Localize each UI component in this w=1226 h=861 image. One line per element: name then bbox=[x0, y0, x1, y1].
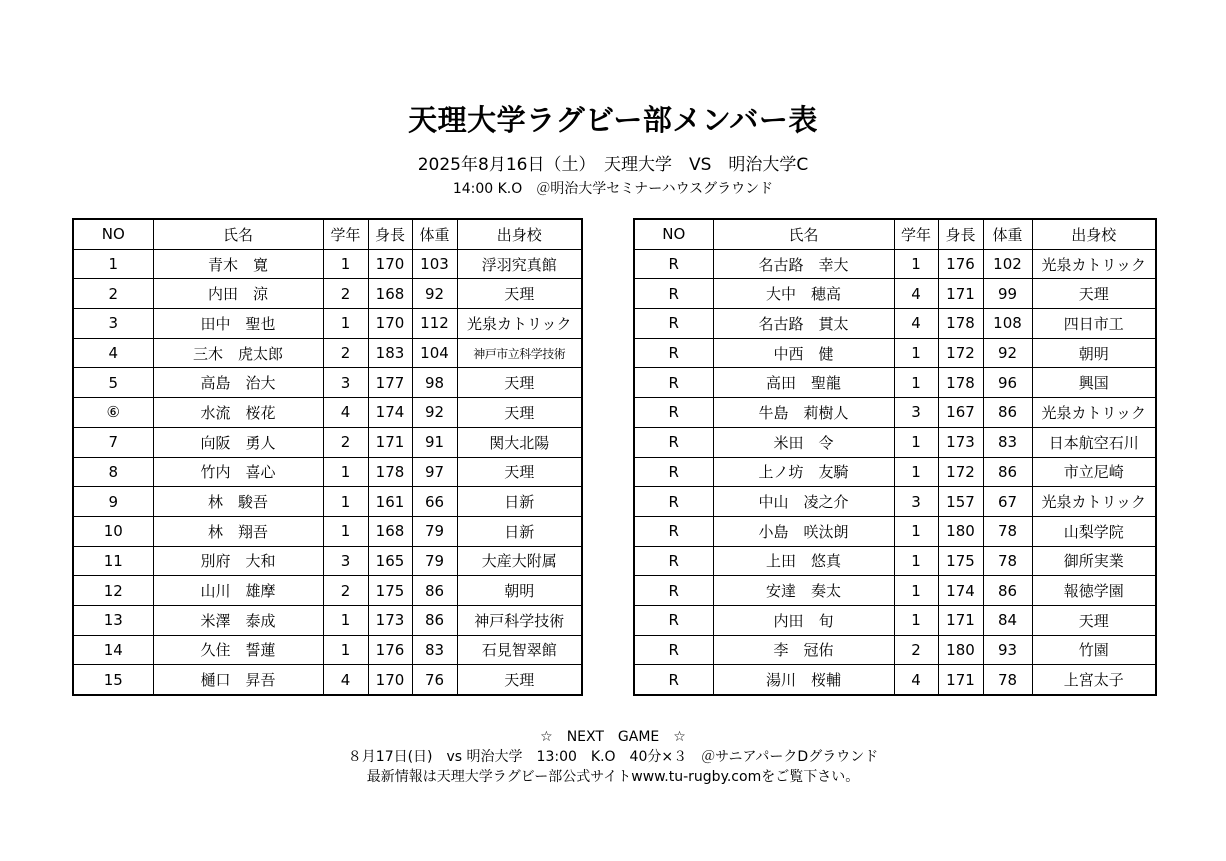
player-school: 御所実業 bbox=[1032, 546, 1156, 576]
table-row bbox=[73, 635, 582, 665]
player-year: 1 bbox=[323, 249, 368, 279]
player-weight: 84 bbox=[983, 605, 1032, 635]
player-name: 名古路 貫太 bbox=[713, 309, 894, 339]
player-year: 3 bbox=[894, 398, 938, 428]
player-no: R bbox=[634, 338, 713, 368]
player-name: 林 駿吾 bbox=[153, 487, 323, 517]
player-weight: 79 bbox=[412, 516, 457, 546]
player-name: 米澤 泰成 bbox=[153, 605, 323, 635]
table-row bbox=[73, 368, 582, 398]
col-header-year: 学年 bbox=[894, 219, 938, 249]
player-name: 高田 聖龍 bbox=[713, 368, 894, 398]
player-no: 12 bbox=[73, 576, 153, 606]
player-name: 久住 誓蓮 bbox=[153, 635, 323, 665]
player-year: 2 bbox=[323, 279, 368, 309]
table-row bbox=[73, 279, 582, 309]
player-weight: 102 bbox=[983, 249, 1032, 279]
col-header-year: 学年 bbox=[323, 219, 368, 249]
player-height: 168 bbox=[368, 516, 412, 546]
player-no: 7 bbox=[73, 427, 153, 457]
player-no: R bbox=[634, 398, 713, 428]
player-height: 178 bbox=[368, 457, 412, 487]
player-no: 14 bbox=[73, 635, 153, 665]
player-year: 1 bbox=[894, 249, 938, 279]
player-year: 1 bbox=[323, 457, 368, 487]
player-name: 上ノ坊 友騎 bbox=[713, 457, 894, 487]
player-school: 日新 bbox=[457, 516, 582, 546]
player-year: 4 bbox=[894, 279, 938, 309]
player-no: R bbox=[634, 427, 713, 457]
table-row bbox=[73, 516, 582, 546]
table-row bbox=[73, 576, 582, 606]
player-year: 1 bbox=[323, 635, 368, 665]
table-row bbox=[73, 398, 582, 428]
player-name: 高島 治大 bbox=[153, 368, 323, 398]
player-year: 4 bbox=[323, 398, 368, 428]
player-year: 2 bbox=[323, 576, 368, 606]
player-year: 1 bbox=[894, 605, 938, 635]
player-weight: 98 bbox=[412, 368, 457, 398]
player-weight: 92 bbox=[412, 279, 457, 309]
player-no: 2 bbox=[73, 279, 153, 309]
table-row bbox=[73, 487, 582, 517]
table-header-row bbox=[73, 219, 582, 249]
player-school: 神戸科学技術 bbox=[457, 605, 582, 635]
player-school: 報徳学園 bbox=[1032, 576, 1156, 606]
player-school: 大産大附属 bbox=[457, 546, 582, 576]
player-weight: 86 bbox=[983, 457, 1032, 487]
player-school: 天理 bbox=[457, 665, 582, 695]
player-weight: 76 bbox=[412, 665, 457, 695]
reserves-body bbox=[634, 249, 1156, 695]
player-year: 4 bbox=[894, 309, 938, 339]
player-height: 170 bbox=[368, 249, 412, 279]
player-no: R bbox=[634, 487, 713, 517]
player-school: 天理 bbox=[1032, 279, 1156, 309]
player-school: 光泉カトリック bbox=[1032, 398, 1156, 428]
player-school: 竹園 bbox=[1032, 635, 1156, 665]
player-height: 171 bbox=[938, 605, 983, 635]
player-no: R bbox=[634, 546, 713, 576]
player-name: 樋口 昇吾 bbox=[153, 665, 323, 695]
player-height: 172 bbox=[938, 338, 983, 368]
player-height: 183 bbox=[368, 338, 412, 368]
player-no: 5 bbox=[73, 368, 153, 398]
col-header-no: NO bbox=[634, 219, 713, 249]
player-height: 175 bbox=[368, 576, 412, 606]
player-weight: 78 bbox=[983, 516, 1032, 546]
col-header-weight: 体重 bbox=[412, 219, 457, 249]
table-row bbox=[634, 605, 1156, 635]
player-height: 180 bbox=[938, 635, 983, 665]
player-height: 174 bbox=[938, 576, 983, 606]
reserves-table bbox=[633, 218, 1157, 696]
table-row bbox=[73, 546, 582, 576]
player-no: 11 bbox=[73, 546, 153, 576]
player-year: 2 bbox=[323, 427, 368, 457]
player-year: 1 bbox=[323, 309, 368, 339]
player-year: 4 bbox=[323, 665, 368, 695]
player-height: 171 bbox=[368, 427, 412, 457]
player-year: 1 bbox=[894, 546, 938, 576]
player-weight: 66 bbox=[412, 487, 457, 517]
table-row bbox=[73, 457, 582, 487]
player-name: 米田 令 bbox=[713, 427, 894, 457]
table-row bbox=[634, 665, 1156, 695]
player-no: R bbox=[634, 665, 713, 695]
player-school: 石見智翠館 bbox=[457, 635, 582, 665]
table-row bbox=[73, 249, 582, 279]
player-year: 1 bbox=[894, 576, 938, 606]
website-info: 最新情報は天理大学ラグビー部公式サイトwww.tu-rugby.comをご覧下さい。 bbox=[366, 769, 860, 785]
player-school: 四日市工 bbox=[1032, 309, 1156, 339]
player-no: 10 bbox=[73, 516, 153, 546]
player-name: 水流 桜花 bbox=[153, 398, 323, 428]
player-year: 2 bbox=[894, 635, 938, 665]
player-school: 天理 bbox=[1032, 605, 1156, 635]
player-name: 山川 雄摩 bbox=[153, 576, 323, 606]
player-school: 天理 bbox=[457, 457, 582, 487]
player-weight: 91 bbox=[412, 427, 457, 457]
player-year: 1 bbox=[323, 516, 368, 546]
player-weight: 112 bbox=[412, 309, 457, 339]
player-year: 3 bbox=[323, 368, 368, 398]
player-height: 170 bbox=[368, 309, 412, 339]
player-no: 3 bbox=[73, 309, 153, 339]
player-weight: 78 bbox=[983, 546, 1032, 576]
col-header-name: 氏名 bbox=[713, 219, 894, 249]
player-school: 日新 bbox=[457, 487, 582, 517]
player-school: 神戸市立科学技術 bbox=[457, 338, 582, 368]
player-height: 170 bbox=[368, 665, 412, 695]
player-weight: 108 bbox=[983, 309, 1032, 339]
player-no: ⑥ bbox=[73, 398, 153, 428]
col-header-height: 身長 bbox=[938, 219, 983, 249]
player-school: 浮羽究真館 bbox=[457, 249, 582, 279]
player-year: 1 bbox=[894, 368, 938, 398]
player-weight: 67 bbox=[983, 487, 1032, 517]
player-name: 田中 聖也 bbox=[153, 309, 323, 339]
player-height: 161 bbox=[368, 487, 412, 517]
player-year: 2 bbox=[323, 338, 368, 368]
player-name: 小島 咲汰朗 bbox=[713, 516, 894, 546]
player-no: R bbox=[634, 635, 713, 665]
player-height: 168 bbox=[368, 279, 412, 309]
player-height: 176 bbox=[368, 635, 412, 665]
page-title: 天理大学ラグビー部メンバー表 bbox=[408, 103, 818, 137]
next-game-heading: ☆ NEXT GAME ☆ bbox=[540, 729, 686, 745]
player-height: 172 bbox=[938, 457, 983, 487]
starters-body bbox=[73, 249, 582, 695]
player-name: 林 翔吾 bbox=[153, 516, 323, 546]
table-row bbox=[73, 665, 582, 695]
player-name: 中西 健 bbox=[713, 338, 894, 368]
player-weight: 104 bbox=[412, 338, 457, 368]
player-no: 13 bbox=[73, 605, 153, 635]
player-no: R bbox=[634, 576, 713, 606]
player-name: 湯川 桜輔 bbox=[713, 665, 894, 695]
player-no: R bbox=[634, 309, 713, 339]
table-row bbox=[634, 516, 1156, 546]
player-name: 内田 涼 bbox=[153, 279, 323, 309]
match-info: 2025年8月16日（土） 天理大学 VS 明治大学C bbox=[417, 155, 809, 175]
col-header-weight: 体重 bbox=[983, 219, 1032, 249]
player-height: 176 bbox=[938, 249, 983, 279]
next-game-detail: ８月17日(日) vs 明治大学 13:00 K.O 40分×３ ＠サニアパークDグラウンド bbox=[347, 749, 879, 765]
player-height: 178 bbox=[938, 368, 983, 398]
table-row bbox=[634, 457, 1156, 487]
col-header-school: 出身校 bbox=[457, 219, 582, 249]
player-height: 180 bbox=[938, 516, 983, 546]
player-height: 167 bbox=[938, 398, 983, 428]
player-name: 別府 大和 bbox=[153, 546, 323, 576]
player-school: 天理 bbox=[457, 279, 582, 309]
table-row bbox=[73, 605, 582, 635]
player-year: 1 bbox=[894, 338, 938, 368]
player-year: 1 bbox=[323, 487, 368, 517]
player-name: 向阪 勇人 bbox=[153, 427, 323, 457]
player-height: 175 bbox=[938, 546, 983, 576]
player-height: 171 bbox=[938, 279, 983, 309]
player-no: R bbox=[634, 249, 713, 279]
table-row bbox=[634, 279, 1156, 309]
table-row bbox=[634, 338, 1156, 368]
table-row bbox=[634, 309, 1156, 339]
player-name: 中山 凌之介 bbox=[713, 487, 894, 517]
player-height: 157 bbox=[938, 487, 983, 517]
player-no: R bbox=[634, 279, 713, 309]
player-school: 光泉カトリック bbox=[1032, 249, 1156, 279]
table-row bbox=[634, 546, 1156, 576]
player-school: 山梨学院 bbox=[1032, 516, 1156, 546]
player-name: 内田 旬 bbox=[713, 605, 894, 635]
player-height: 173 bbox=[938, 427, 983, 457]
player-weight: 93 bbox=[983, 635, 1032, 665]
col-header-school: 出身校 bbox=[1032, 219, 1156, 249]
player-height: 173 bbox=[368, 605, 412, 635]
player-name: 牛島 莉樹人 bbox=[713, 398, 894, 428]
kickoff-info: 14:00 K.O ＠明治大学セミナーハウスグラウンド bbox=[452, 181, 774, 197]
player-weight: 86 bbox=[412, 576, 457, 606]
player-no: 4 bbox=[73, 338, 153, 368]
player-weight: 78 bbox=[983, 665, 1032, 695]
table-row bbox=[634, 487, 1156, 517]
player-school: 朝明 bbox=[457, 576, 582, 606]
player-name: 名古路 幸大 bbox=[713, 249, 894, 279]
player-name: 三木 虎太郎 bbox=[153, 338, 323, 368]
table-row bbox=[73, 309, 582, 339]
player-weight: 83 bbox=[412, 635, 457, 665]
player-weight: 79 bbox=[412, 546, 457, 576]
player-school: 興国 bbox=[1032, 368, 1156, 398]
player-no: R bbox=[634, 605, 713, 635]
player-no: R bbox=[634, 457, 713, 487]
player-no: 8 bbox=[73, 457, 153, 487]
player-school: 光泉カトリック bbox=[457, 309, 582, 339]
player-weight: 83 bbox=[983, 427, 1032, 457]
player-height: 174 bbox=[368, 398, 412, 428]
player-school: 関大北陽 bbox=[457, 427, 582, 457]
player-no: R bbox=[634, 368, 713, 398]
player-school: 天理 bbox=[457, 368, 582, 398]
player-year: 1 bbox=[894, 516, 938, 546]
table-row bbox=[634, 427, 1156, 457]
player-school: 日本航空石川 bbox=[1032, 427, 1156, 457]
player-year: 3 bbox=[894, 487, 938, 517]
col-header-no: NO bbox=[73, 219, 153, 249]
player-height: 178 bbox=[938, 309, 983, 339]
player-weight: 103 bbox=[412, 249, 457, 279]
player-weight: 86 bbox=[412, 605, 457, 635]
player-height: 165 bbox=[368, 546, 412, 576]
player-weight: 86 bbox=[983, 398, 1032, 428]
player-name: 上田 悠真 bbox=[713, 546, 894, 576]
player-name: 竹内 喜心 bbox=[153, 457, 323, 487]
player-weight: 99 bbox=[983, 279, 1032, 309]
player-year: 3 bbox=[323, 546, 368, 576]
table-row bbox=[634, 576, 1156, 606]
player-year: 1 bbox=[894, 457, 938, 487]
player-name: 大中 穂高 bbox=[713, 279, 894, 309]
player-weight: 92 bbox=[983, 338, 1032, 368]
player-height: 171 bbox=[938, 665, 983, 695]
player-year: 4 bbox=[894, 665, 938, 695]
player-weight: 97 bbox=[412, 457, 457, 487]
player-school: 上宮太子 bbox=[1032, 665, 1156, 695]
player-no: 1 bbox=[73, 249, 153, 279]
table-row bbox=[634, 249, 1156, 279]
player-weight: 86 bbox=[983, 576, 1032, 606]
player-school: 市立尼崎 bbox=[1032, 457, 1156, 487]
table-row bbox=[634, 368, 1156, 398]
player-name: 安達 奏太 bbox=[713, 576, 894, 606]
table-header-row bbox=[634, 219, 1156, 249]
player-no: 15 bbox=[73, 665, 153, 695]
player-school: 朝明 bbox=[1032, 338, 1156, 368]
col-header-name: 氏名 bbox=[153, 219, 323, 249]
player-school: 光泉カトリック bbox=[1032, 487, 1156, 517]
player-name: 李 冠佑 bbox=[713, 635, 894, 665]
table-row bbox=[634, 635, 1156, 665]
player-school: 天理 bbox=[457, 398, 582, 428]
player-height: 177 bbox=[368, 368, 412, 398]
player-no: 9 bbox=[73, 487, 153, 517]
player-weight: 92 bbox=[412, 398, 457, 428]
player-name: 青木 寛 bbox=[153, 249, 323, 279]
player-weight: 96 bbox=[983, 368, 1032, 398]
player-year: 1 bbox=[894, 427, 938, 457]
table-row bbox=[73, 338, 582, 368]
table-row bbox=[634, 398, 1156, 428]
player-no: R bbox=[634, 516, 713, 546]
starters-table bbox=[72, 218, 583, 696]
col-header-height: 身長 bbox=[368, 219, 412, 249]
table-row bbox=[73, 427, 582, 457]
player-year: 1 bbox=[323, 605, 368, 635]
